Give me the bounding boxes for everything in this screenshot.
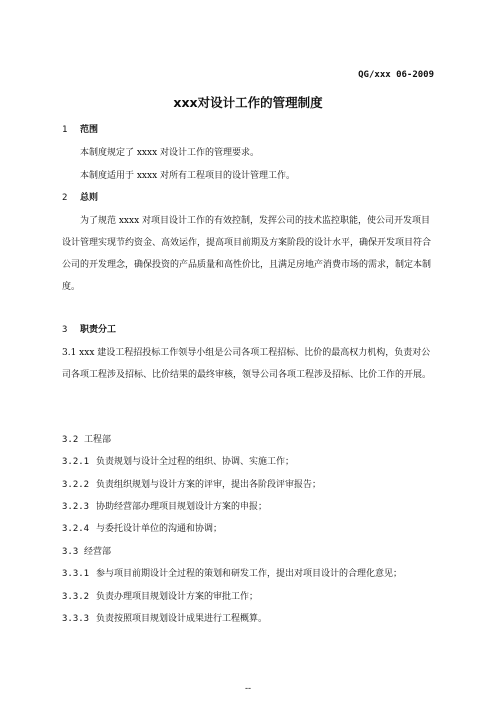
list-item: [62, 496, 434, 518]
list-item: [62, 451, 434, 473]
list-item-text: 负责组织规划与设计方案的评审，提出各阶段评审报告；: [96, 480, 322, 490]
section-3-3-number: 3.3: [62, 547, 79, 557]
document-number: QG/xxx 06-2009: [358, 70, 434, 80]
list-item-text: 协助经营部办理项目规划设计方案的申报；: [96, 502, 268, 512]
section-3-2-heading: [62, 429, 434, 451]
section-1-paragraph-1: 本制度规定了 xxxx 对设计工作的管理要求。: [80, 148, 260, 158]
section-3-title: 职责分工: [80, 325, 117, 335]
section-3-3-title: 经营部: [84, 547, 112, 557]
section-3-1-paragraph: 3.1 xxx 建设工程招投标工作领导小组是公司各项工程招标、比价的最高权力机构，负责对公司各项工程涉及招标、比价结果的最终审核，领导公司各项工程涉及招标、比价工作的开展。: [62, 348, 432, 380]
section-2-number: 2: [62, 193, 68, 203]
section-3-heading: [62, 319, 434, 341]
list-item-text: 参与项目前期设计全过程的策划和研发工作，提出对项目设计的合理化意见；: [96, 569, 403, 579]
list-item: [62, 563, 434, 585]
list-item-number: 3.2.2: [62, 480, 90, 490]
section-3-3-heading: [62, 541, 434, 563]
list-item-number: 3.2.4: [62, 524, 90, 534]
list-item-number: 3.3.1: [62, 569, 90, 579]
list-item-text: 负责办理项目规划设计方案的审批工作；: [96, 592, 259, 602]
page-footer-mark: --: [244, 684, 252, 694]
section-3-number: 3: [62, 325, 68, 335]
list-item-text: 负责按照项目规划设计成果进行工程概算。: [96, 614, 268, 624]
list-item-number: 3.2.1: [62, 457, 90, 467]
list-item-number: 3.3.3: [62, 614, 90, 624]
document-title: xxx对设计工作的管理制度: [173, 95, 323, 110]
list-item-number: 3.2.3: [62, 502, 90, 512]
section-2-title: 总则: [80, 193, 99, 203]
list-item: [62, 608, 434, 630]
section-2-paragraph: 为了规范 xxxx 对项目设计工作的有效控制，发挥公司的技术监控职能，使公司开发项目设计管理实现节约资金、高效运作，提高项目前期及方案阶段的设计水平，确保开发项目符合公司的开发理念，确保投资的产品质量和高性价比，且满足房地产消费市场的需求，制定本制度。: [62, 216, 432, 292]
list-item: [62, 474, 434, 496]
list-item: [62, 586, 434, 608]
section-1-title: 范围: [80, 125, 99, 135]
section-3-2-number: 3.2: [62, 435, 79, 445]
list-item-text: 负责规划与设计全过程的组织、协调、实施工作；: [96, 457, 295, 467]
section-1-heading: [62, 119, 434, 141]
list-item: [62, 518, 434, 540]
list-item-text: 与委托设计单位的沟通和协调；: [96, 524, 223, 534]
section-1-number: 1: [62, 125, 68, 135]
section-1-paragraph-2: 本制度适用于 xxxx 对所有工程项目的设计管理工作。: [80, 171, 296, 181]
list-item-number: 3.3.2: [62, 592, 90, 602]
section-2-heading: [62, 187, 434, 209]
section-3-2-title: 工程部: [84, 435, 112, 445]
